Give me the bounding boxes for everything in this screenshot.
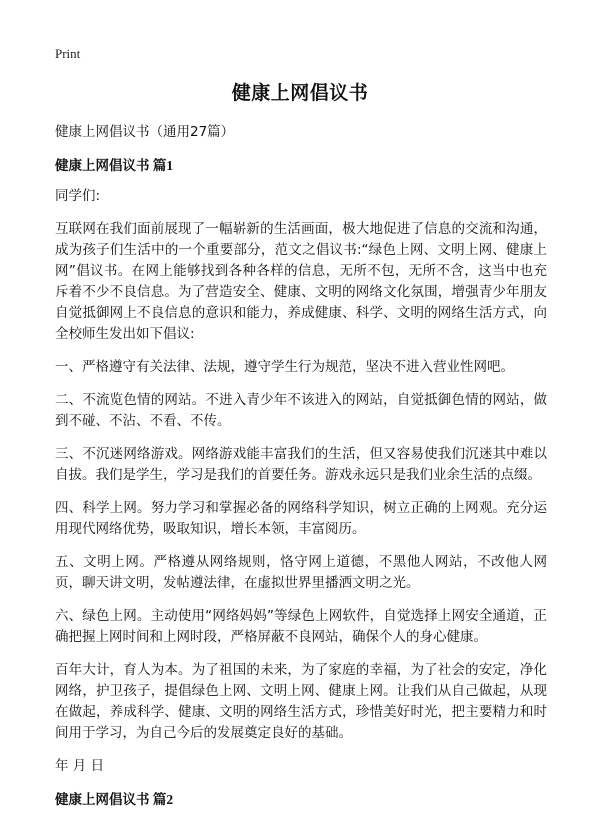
document-body (55, 122, 547, 820)
closing-paragraph: 百年大计，育人为本。为了祖国的未来，为了家庭的幸福，为了社会的安定，净化网络，护卫孩子，提倡绿色上网、文明上网、健康上网。让我们从自己做起，从现在做起，养成科学、健康、文明的网络生活方式，珍惜美好时光，把主要精力和时间用于学习，为自己今后的发展奠定良好的基础。 (55, 662, 547, 741)
section-heading-2: 健康上网倡议书 篇2 (55, 792, 174, 807)
list-item: 一、严格遵守有关法律、法规，遵守学生行为规范，坚决不进入营业性网吧。 (55, 359, 514, 375)
greeting: 同学们: (55, 188, 101, 204)
document-subtitle: 健康上网倡议书（通用27篇） (55, 124, 235, 140)
list-item: 四、科学上网。努力学习和掌握必备的网络科学知识，树立正确的上网观。充分运用现代网络优势，吸取知识，增长本领，丰富阅历。 (55, 500, 547, 537)
date-line: 年 月 日 (55, 758, 105, 774)
list-item: 二、不流览色情的网站。不进入青少年不该进入的网站，自觉抵御色情的网站，做到不碰、不沾、不看、不传。 (55, 392, 547, 429)
list-item: 三、不沉迷网络游戏。网络游戏能丰富我们的生活，但又容易使我们沉迷其中难以自拔。我们是学生，学习是我们的首要任务。游戏永远只是我们业余生活的点缀。 (55, 446, 547, 483)
list-item: 五、文明上网。严格遵从网络规则，恪守网上道德，不黑他人网站，不改他人网页，聊天讲文明，发帖遵法律，在虚拟世界里播洒文明之光。 (55, 554, 547, 591)
section-heading-1: 健康上网倡议书 篇1 (55, 158, 174, 173)
page-title: 健康上网倡议书 (231, 82, 369, 104)
list-item: 六、绿色上网。主动使用“网络妈妈”等绿色上网软件，自觉选择上网安全通道，正确把握上网时间和上网时段，严格屏蔽不良网站，确保个人的身心健康。 (55, 608, 547, 645)
print-link[interactable]: Print (55, 46, 81, 61)
intro-paragraph: 互联网在我们面前展现了一幅崭新的生活画面，极大地促进了信息的交流和沟通，成为孩子们生活中的一个重要部分，范文之倡议书:“绿色上网、文明上网、健康上网”倡议书。在网上能够找到各种各样的信息，无所不包，无所不含，这当中也充斥着不少不良信息。为了营造安全、健康、文明的网络文化氛围，增强青少年朋友自觉抵御网上不良信息的意识和能力，养成健康、科学、文明的网络生活方式，向全校师生发出如下倡议: (55, 221, 547, 342)
